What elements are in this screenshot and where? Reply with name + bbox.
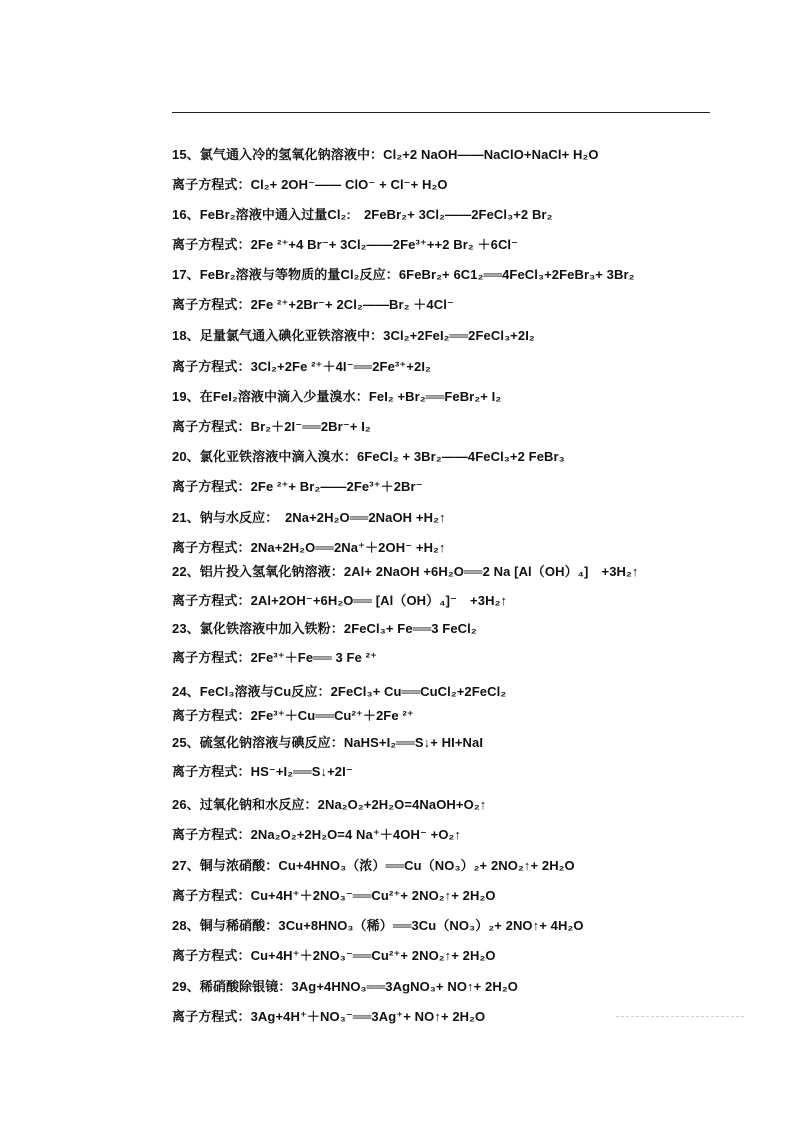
equation-25: 25、硫氢化钠溶液与碘反应：NaHS+I₂══S↓+ HI+NaI [172, 735, 484, 750]
ionic-equation-18: 离子方程式：3Cl₂+2Fe ²⁺＋4I⁻══2Fe³⁺+2I₂ [172, 359, 431, 374]
ionic-equation-23: 离子方程式：2Fe³⁺＋Fe══ 3 Fe ²⁺ [172, 650, 378, 665]
ionic-equation-20: 离子方程式：2Fe ²⁺+ Br₂——2Fe³⁺＋2Br⁻ [172, 479, 423, 494]
ionic-equation-26: 离子方程式：2Na₂O₂+2H₂O=4 Na⁺＋4OH⁻ +O₂↑ [172, 827, 462, 842]
equation-26: 26、过氧化钠和水反应：2Na₂O₂+2H₂O=4NaOH+O₂↑ [172, 797, 487, 812]
equation-28: 28、铜与稀硝酸：3Cu+8HNO₃（稀）══3Cu（NO₃）₂+ 2NO↑+ 4H₂O [172, 918, 584, 933]
ionic-equation-21: 离子方程式：2Na+2H₂O══2Na⁺＋2OH⁻ +H₂↑ [172, 540, 446, 555]
faint-watermark-mark [616, 1016, 744, 1017]
equation-21: 21、钠与水反应： 2Na+2H₂O══2NaOH +H₂↑ [172, 510, 446, 525]
ionic-equation-22: 离子方程式：2Al+2OH⁻+6H₂O══ [Al（OH）₄]⁻ +3H₂↑ [172, 593, 508, 608]
equation-15: 15、氯气通入冷的氢氧化钠溶液中：Cl₂+2 NaOH——NaClO+NaCl+ H₂O [172, 147, 599, 162]
header-rule [172, 112, 710, 113]
ionic-equation-29: 离子方程式：3Ag+4H⁺＋NO₃⁻══3Ag⁺+ NO↑+ 2H₂O [172, 1009, 486, 1024]
ionic-equation-19: 离子方程式：Br₂＋2I⁻══2Br⁻+ I₂ [172, 419, 371, 434]
ionic-equation-24: 离子方程式：2Fe³⁺＋Cu══Cu²⁺＋2Fe ²⁺ [172, 708, 414, 723]
equation-22: 22、铝片投入氢氧化钠溶液：2Al+ 2NaOH +6H₂O══2 Na [Al（OH）₄] +3H₂↑ [172, 564, 639, 579]
equation-19: 19、在FeI₂溶液中滴入少量溴水：FeI₂ +Br₂══FeBr₂+ I₂ [172, 389, 502, 404]
equation-20: 20、氯化亚铁溶液中滴入溴水：6FeCl₂ + 3Br₂——4FeCl₃+2 FeBr₃ [172, 449, 565, 464]
ionic-equation-17: 离子方程式：2Fe ²⁺+2Br⁻+ 2Cl₂——Br₂ ＋4Cl⁻ [172, 297, 454, 312]
ionic-equation-25: 离子方程式：HS⁻+I₂══S↓+2I⁻ [172, 764, 353, 779]
equation-23: 23、氯化铁溶液中加入铁粉：2FeCl₃+ Fe══3 FeCl₂ [172, 621, 477, 636]
ionic-equation-28: 离子方程式：Cu+4H⁺＋2NO₃⁻══Cu²⁺+ 2NO₂↑+ 2H₂O [172, 948, 496, 963]
equation-27: 27、铜与浓硝酸：Cu+4HNO₃（浓）══Cu（NO₃）₂+ 2NO₂↑+ 2H₂O [172, 858, 575, 873]
equation-24: 24、FeCl₃溶液与Cu反应：2FeCl₃+ Cu══CuCl₂+2FeCl₂ [172, 684, 507, 699]
ionic-equation-27: 离子方程式：Cu+4H⁺＋2NO₃⁻══Cu²⁺+ 2NO₂↑+ 2H₂O [172, 888, 496, 903]
ionic-equation-16: 离子方程式：2Fe ²⁺+4 Br⁻+ 3Cl₂——2Fe³⁺++2 Br₂ ＋6Cl⁻ [172, 237, 519, 252]
equation-29: 29、稀硝酸除银镜：3Ag+4HNO₃══3AgNO₃+ NO↑+ 2H₂O [172, 979, 518, 994]
equation-18: 18、足量氯气通入碘化亚铁溶液中：3Cl₂+2FeI₂══2FeCl₃+2I₂ [172, 328, 535, 343]
ionic-equation-15: 离子方程式：Cl₂+ 2OH⁻—— ClO⁻ + Cl⁻+ H₂O [172, 177, 448, 192]
equation-16: 16、FeBr₂溶液中通入过量Cl₂: 2FeBr₂+ 3Cl₂——2FeCl₃+2 Br₂ [172, 207, 553, 222]
equation-17: 17、FeBr₂溶液与等物质的量Cl₂反应：6FeBr₂+ 6C1₂══4FeCl₃+2FeBr₃+ 3Br₂ [172, 267, 635, 282]
